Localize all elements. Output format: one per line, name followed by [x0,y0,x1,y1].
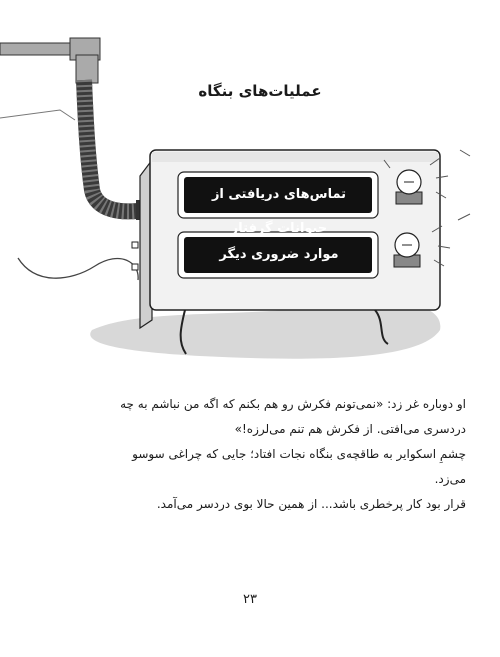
cable-coil [18,258,138,280]
bulb-icon [394,233,420,267]
paragraph: او دوباره غر زد: «نمی‌تونم فکرش رو هم بکنم که اگه من نباشم به چه دردسری می‌افتی. از فکرش هم تنم می‌لرزه!» [120,397,466,436]
screen-label-calls: تماس‌های دریافتی از حیوانات گرفتار [211,187,347,236]
screen-label-other: موارد ضروری دیگر [219,247,339,262]
body-text [118,392,466,517]
left-wire [0,110,75,120]
pipe-down [76,55,98,83]
illustration-title: عملیات‌های بنگاه [198,82,322,100]
side-socket [132,242,138,248]
paragraph: قرار بود کار پرخطری باشد... از همین حالا بوی دردسر می‌آمد. [156,497,466,511]
paragraph: چشمِ اسکوایر به طاقچه‌ی بنگاه نجات افتاد؛ جایی که چراغی سوسو می‌زد. [132,447,466,486]
side-socket [132,264,138,270]
page-number: ۲۳ [243,592,257,607]
bulb-icon [396,170,422,204]
